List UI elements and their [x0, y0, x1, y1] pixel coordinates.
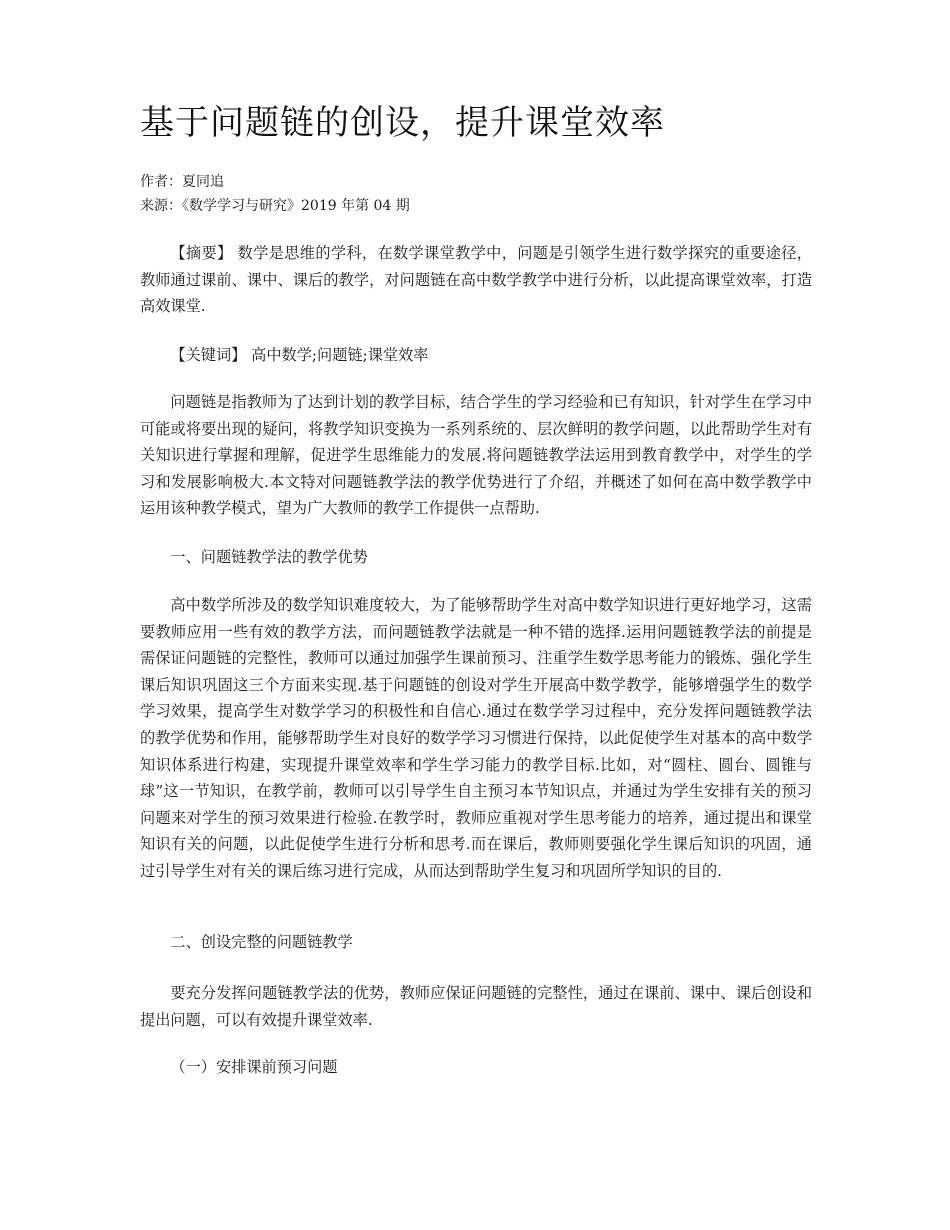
- keywords-line: 【关键词】 高中数学;问题链;课堂效率: [170, 346, 429, 364]
- section-2-heading: 二、创设完整的问题链教学: [170, 933, 353, 951]
- intro-paragraph: 问题链是指教师为了达到计划的教学目标，结合学生的学习经验和已有知识，针对学生在学习中可能或将要出现的疑问，将教学知识变换为一系列系统的、层次鲜明的教学问题，以此帮助学生对有关知识进行掌握和理解，促进学生思维能力的发展.将问题链教学法运用到教育教学中，对学生的学习和发展影响极大.本文特对问题链教学法的教学优势进行了介绍，并概述了如何在高中数学教学中运用该种教学模式，望为广大教师的教学工作提供一点帮助.: [140, 393, 812, 518]
- article-source: 来源：《数学学习与研究》2019 年第 04 期: [140, 198, 410, 214]
- section-2-paragraph: 要充分发挥问题链教学法的优势，教师应保证问题链的完整性，通过在课前、课中、课后创设和提出问题，可以有效提升课堂效率.: [140, 984, 812, 1029]
- article-author: 作者：夏同追: [140, 174, 224, 190]
- abstract-paragraph: 【摘要】 数学是思维的学科，在数学课堂教学中，问题是引领学生进行数学探究的重要途径，教师通过课前、课中、课后的教学，对问题链在高中数学教学中进行分析，以此提高课堂效率，打造高效课堂.: [140, 244, 812, 316]
- section-1-paragraph: 高中数学所涉及的数学知识难度较大，为了能够帮助学生对高中数学知识进行更好地学习，这需要教师应用一些有效的教学方法，而问题链教学法就是一种不错的选择.运用问题链教学法的前提是需保证问题链的完整性，教师可以通过加强学生课前预习、注重学生数学思考能力的锻炼、强化学生课后知识巩固这三个方面来实现.基于问题链的创设对学生开展高中数学教学，能够增强学生的数学学习效果，提高学生对数学学习的积极性和自信心.通过在数学学习过程中，充分发挥问题链教学法的教学优势和作用，能够帮助学生对良好的数学学习习惯进行保持，以此促使学生对基本的高中数学知识体系进行构建，实现提升课堂效率和学生学习能力的教学目标.比如，对“圆柱、圆台、圆锥与球”这一节知识，在教学前，教师可以引导学生自主预习本节知识点，并通过为学生安排有关的预习问题来对学生的预习效果进行检验.在教学时，教师应重视对学生思考能力的培养，通过提出和课堂知识有关的问题，以此促使学生进行分析和思考.而在课后，教师则要强化学生课后知识的巩固，通过引导学生对有关的课后练习进行完成，从而达到帮助学生复习和巩固所学知识的目的.: [140, 596, 812, 880]
- section-1-heading: 一、问题链教学法的教学优势: [170, 548, 368, 566]
- subsection-2-1-heading: （一）安排课前预习问题: [170, 1058, 338, 1076]
- article-title: 基于问题链的创设，提升课堂效率: [140, 103, 665, 143]
